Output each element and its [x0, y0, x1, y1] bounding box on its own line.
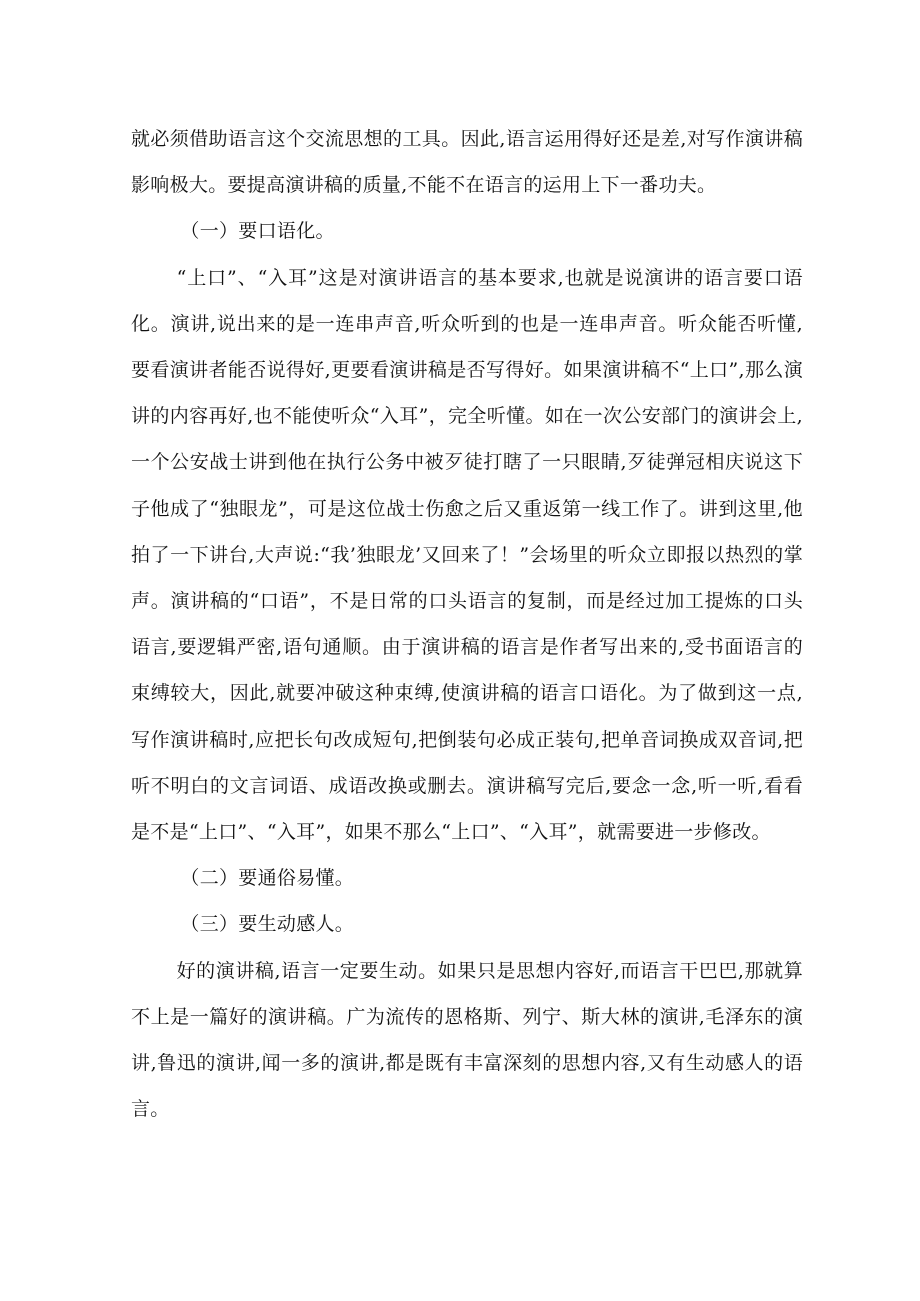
section-heading-colloquial: （一）要口语化。	[180, 220, 335, 243]
section-heading-vivid: （三）要生动感人。	[180, 913, 355, 936]
paragraph-vivid: 好的演讲稿,语言一定要生动。如果只是思想内容好,而语言干巴巴,那就算不上是一篇好的演讲稿。广为流传的恩格斯、列宁、斯大林的演讲,毛泽东的演讲,鲁迅的演讲,闻一多的演讲,都是既有丰富深刻的思想内容,又有生动感人的语言。	[131, 959, 803, 1121]
section-heading-plain: （二）要通俗易懂。	[180, 867, 355, 890]
paragraph-colloquial: “上口”、“入耳”这是对演讲语言的基本要求,也就是说演讲的语言要口语化。演讲,说出来的是一连串声音,听众听到的也是一连串声音。听众能否听懂,要看演讲者能否说得好,更要看演讲稿是否写得好。如果演讲稿不“上口”,那么演讲的内容再好,也不能使听众“入耳”，完全听懂。如在一次公安部门的演讲会上,一个公安战士讲到他在执行公务中被歹徒打瞎了一只眼睛,歹徒弹冠相庆说这下子他成了“独眼龙”，可是这位战士伤愈之后又重返第一线工作了。讲到这里,他拍了一下讲台,大声说:“我’独眼龙’又回来了！”会场里的听众立即报以热烈的掌声。演讲稿的“口语”，不是日常的口头语言的复制，而是经过加工提炼的口头语言,要逻辑严密,语句通顺。由于演讲稿的语言是作者写出来的,受书面语言的束缚较大，因此,就要冲破这种束缚,使演讲稿的语言口语化。为了做到这一点,写作演讲稿时,应把长句改成短句,把倒装句必成正装句,把单音词换成双音词,把听不明白的文言词语、成语改换或删去。演讲稿写完后,要念一念,听一听,看看是不是“上口”、“入耳”，如果不那么“上口”、“入耳”，就需要进一步修改。	[131, 266, 803, 844]
document-body	[131, 116, 803, 1132]
paragraph-intro: 就必须借助语言这个交流思想的工具。因此,语言运用得好还是差,对写作演讲稿影响极大。要提高演讲稿的质量,不能不在语言的运用上下一番功夫。	[131, 128, 803, 197]
